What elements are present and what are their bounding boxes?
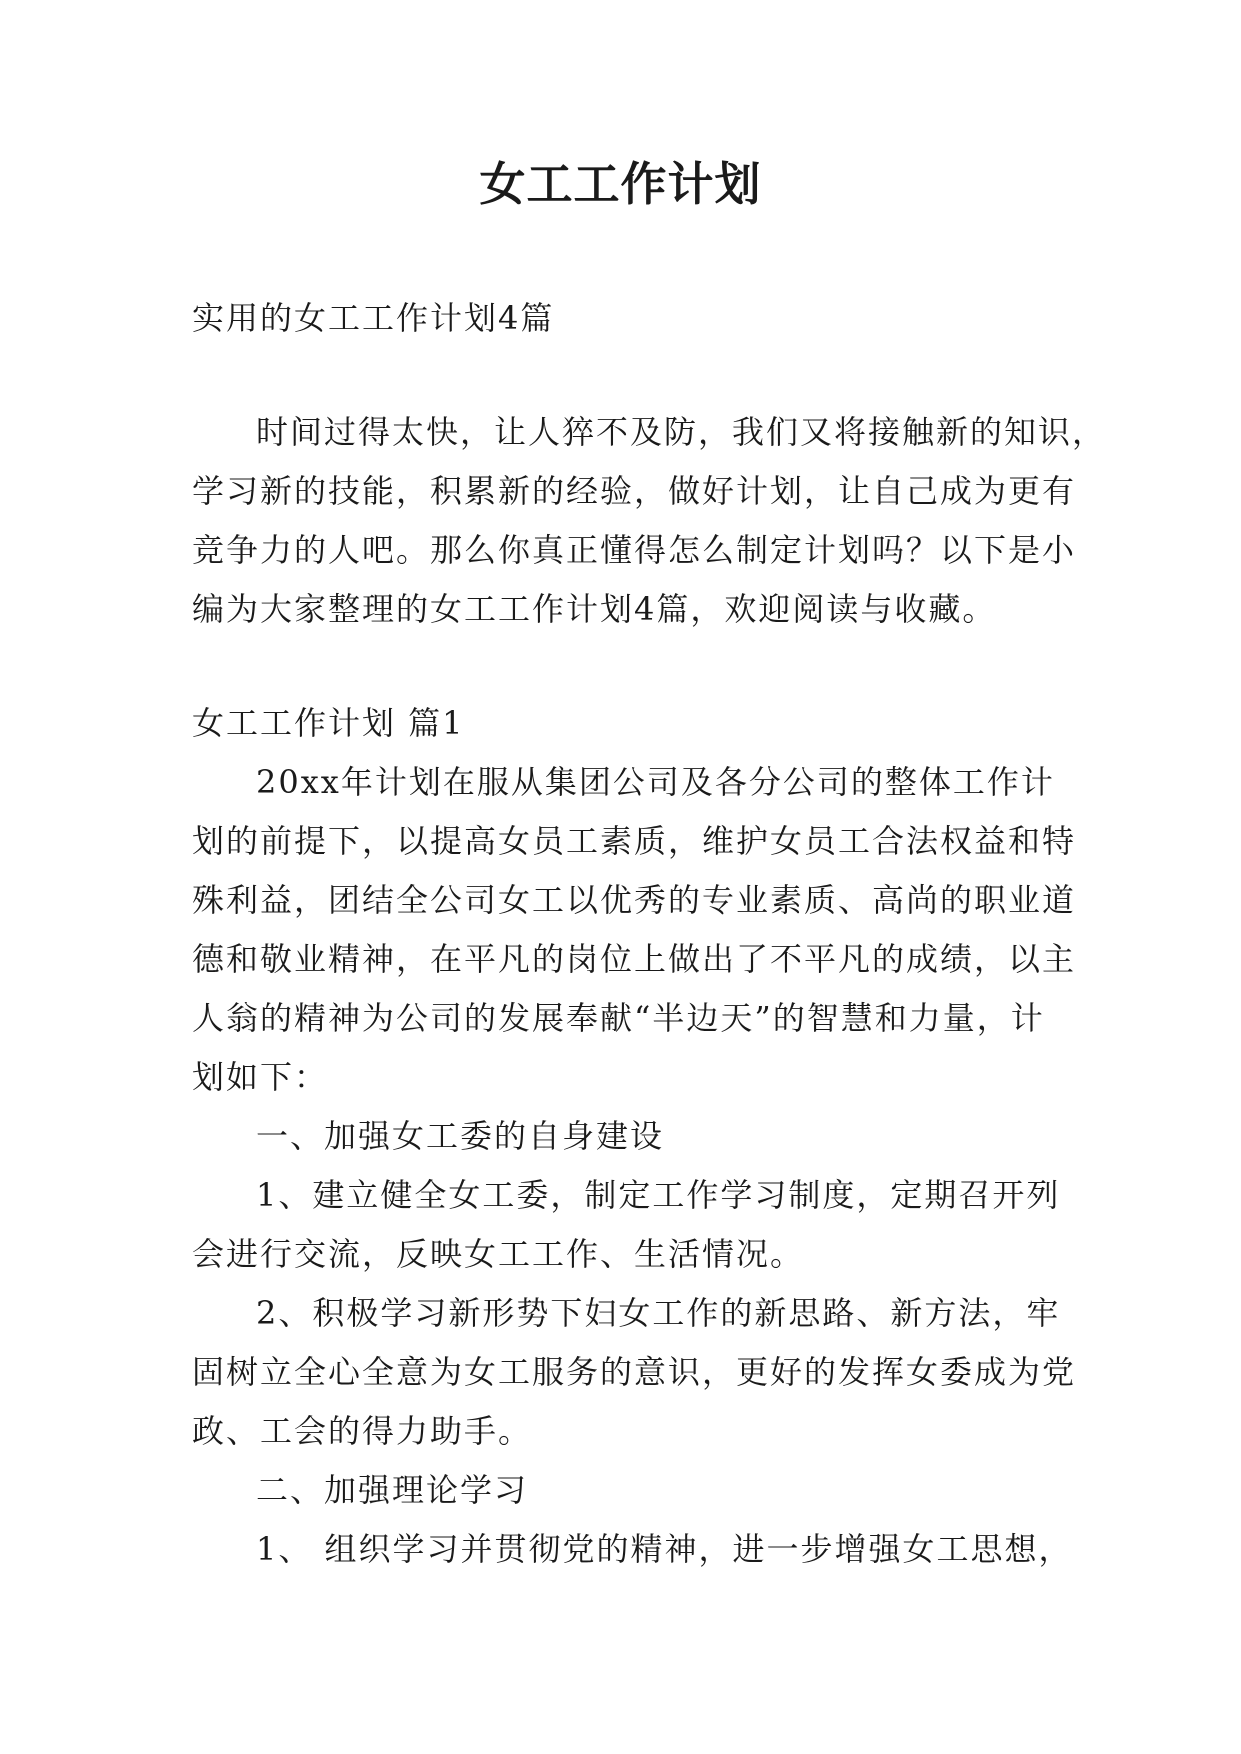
item-heading: 一、加强女工委的自身建设 bbox=[256, 1117, 665, 1155]
intro-line: 竞争力的人吧。那么你真正懂得怎么制定计划吗？以下是小 bbox=[192, 531, 1077, 569]
body-line: 政、工会的得力助手。 bbox=[192, 1412, 533, 1450]
body-line: 固树立全心全意为女工服务的意识，更好的发挥女委成为党 bbox=[192, 1353, 1077, 1391]
intro-line: 学习新的技能，积累新的经验，做好计划，让自己成为更有 bbox=[192, 472, 1077, 510]
intro-line: 时间过得太快，让人猝不及防，我们又将接触新的知识， bbox=[256, 413, 1107, 451]
item-heading: 二、加强理论学习 bbox=[256, 1471, 529, 1509]
body-line: 1、建立健全女工委，制定工作学习制度，定期召开列 bbox=[256, 1176, 1061, 1214]
body-line: 1、 组织学习并贯彻党的精神，进一步增强女工思想， bbox=[256, 1530, 1073, 1568]
intro-line: 编为大家整理的女工工作计划4篇，欢迎阅读与收藏。 bbox=[192, 590, 997, 628]
body-line: 会进行交流，反映女工工作、生活情况。 bbox=[192, 1235, 805, 1273]
section-heading: 女工工作计划 篇1 bbox=[192, 704, 465, 742]
body-line: 人翁的精神为公司的发展奉献“半边天”的智慧和力量，计 bbox=[192, 999, 1045, 1037]
body-line: 2、积极学习新形势下妇女工作的新思路、新方法，牢 bbox=[256, 1294, 1061, 1332]
body-line: 划的前提下，以提高女员工素质，维护女员工合法权益和特 bbox=[192, 822, 1077, 860]
body-line: 殊利益，团结全公司女工以优秀的专业素质、高尚的职业道 bbox=[192, 881, 1077, 919]
document-subtitle: 实用的女工工作计划4篇 bbox=[192, 299, 555, 337]
body-line: 20xx年计划在服从集团公司及各分公司的整体工作计 bbox=[256, 763, 1055, 801]
body-line: 德和敬业精神，在平凡的岗位上做出了不平凡的成绩，以主 bbox=[192, 940, 1077, 978]
body-line: 划如下： bbox=[192, 1058, 329, 1096]
document-title: 女工工作计划 bbox=[479, 157, 762, 211]
